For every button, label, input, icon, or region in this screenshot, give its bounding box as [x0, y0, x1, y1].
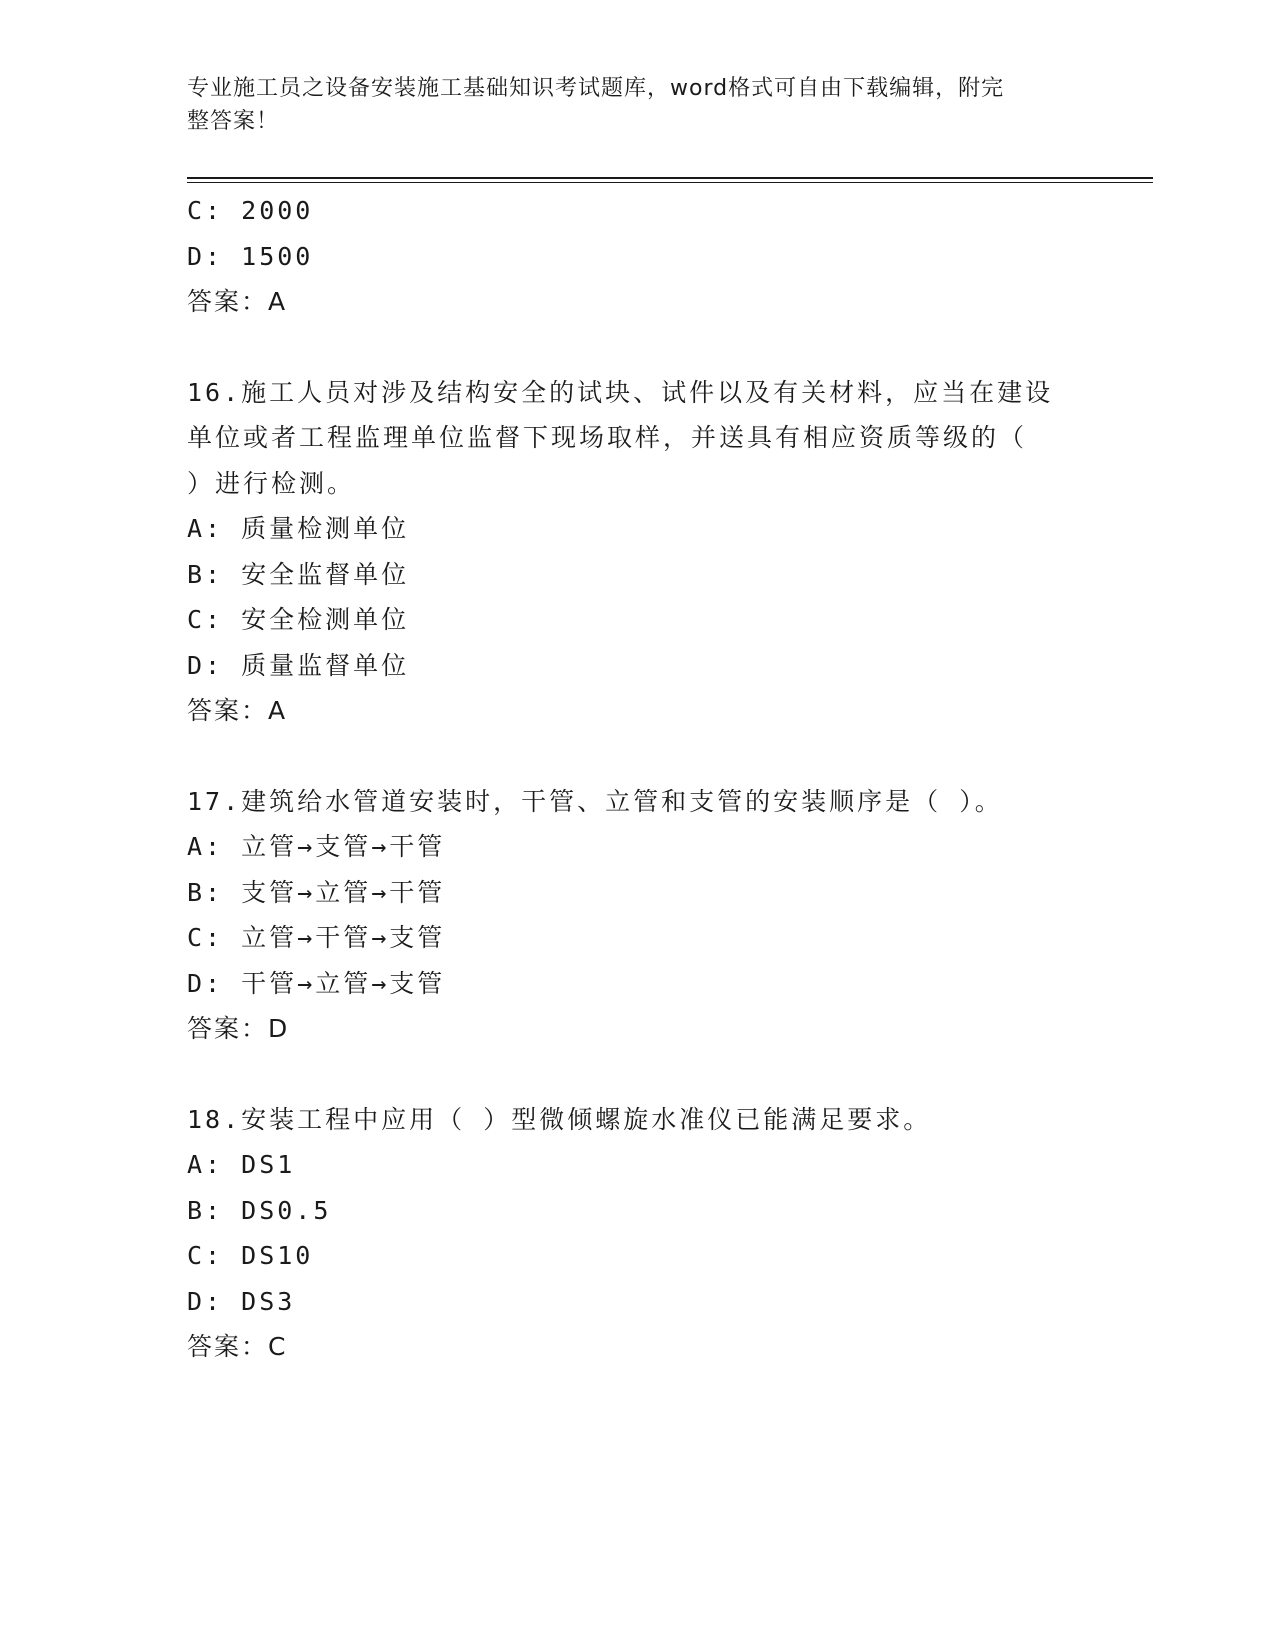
- document-body: [187, 188, 1087, 1370]
- option-c: C: 2000: [187, 196, 314, 225]
- option-c: C: DS10: [187, 1241, 314, 1270]
- option-d: D: 干管→立管→支管: [187, 968, 446, 998]
- question-17: [187, 779, 1087, 1052]
- question-text-line-3: ）进行检测。: [187, 468, 356, 498]
- question-text-line-2: 单位或者工程监理单位监督下现场取样，并送具有相应资质等级的（: [187, 423, 1028, 452]
- previous-question-tail: [187, 188, 1087, 325]
- question-18: [187, 1097, 1087, 1370]
- option-c: C: 安全检测单位: [187, 605, 410, 634]
- header-divider-thin: [187, 182, 1153, 183]
- option-a: A: DS1: [187, 1150, 296, 1179]
- answer-line: 答案：A: [187, 696, 288, 725]
- option-a: A: 质量检测单位: [187, 514, 410, 543]
- header-divider-thick: [187, 177, 1153, 179]
- option-a: A: 立管→支管→干管: [187, 832, 446, 861]
- question-text-line-1: 16.施工人员对涉及结构安全的试块、试件以及有关材料，应当在建设: [187, 377, 1054, 407]
- option-d: D: DS3: [187, 1286, 296, 1316]
- option-b: B: 安全监督单位: [187, 559, 410, 589]
- option-d: D: 1500: [187, 241, 314, 271]
- answer-line: 答案：A: [187, 287, 288, 316]
- option-b: B: DS0.5: [187, 1195, 332, 1225]
- question-text-line-1: 18.安装工程中应用（ ）型微倾螺旋水准仪已能满足要求。: [187, 1104, 932, 1134]
- option-d: D: 质量监督单位: [187, 650, 410, 680]
- answer-line: 答案：C: [187, 1332, 288, 1361]
- option-c: C: 立管→干管→支管: [187, 923, 446, 952]
- question-16: [187, 370, 1087, 734]
- option-b: B: 支管→立管→干管: [187, 877, 446, 907]
- header-title-line-2: 整答案！: [187, 109, 280, 134]
- answer-line: 答案：D: [187, 1014, 290, 1043]
- document-header: [187, 72, 1087, 138]
- question-text-line-1: 17.建筑给水管道安装时，干管、立管和支管的安装顺序是（ ）。: [187, 786, 1003, 816]
- header-title-line-1: 专业施工员之设备安装施工基础知识考试题库，word格式可自由下载编辑，附完: [187, 76, 1005, 101]
